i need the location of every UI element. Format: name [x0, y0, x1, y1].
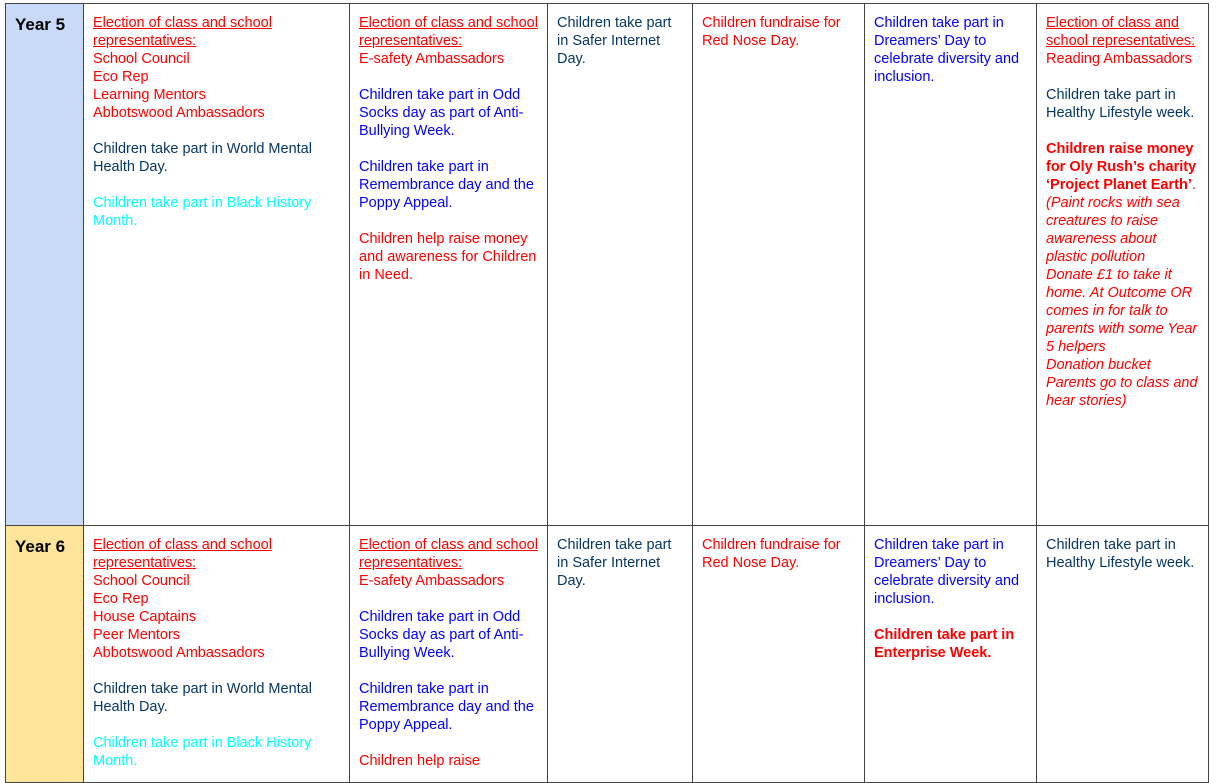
role-item: Abbotswood Ambassadors	[93, 645, 265, 661]
charity-note: Donate £1 to take it home. At Outcome OR comes in for talk to parents with some Year 5 helpers	[1046, 267, 1198, 355]
cell-esafety	[350, 4, 548, 526]
remembrance-text: Children take part in Remembrance day and the Poppy Appeal.	[359, 159, 534, 211]
cell-reading-charity	[1037, 4, 1209, 526]
role-item: Peer Mentors	[93, 627, 181, 643]
safer-internet-text: Children take part in Safer Internet Day.	[557, 15, 672, 67]
children-in-need-text: Children help raise	[359, 753, 480, 769]
role-item: Abbotswood Ambassadors	[93, 105, 265, 121]
cell-dreamers	[865, 526, 1037, 783]
dreamers-text: Children take part in Dreamers’ Day to celebrate diversity and inclusion.	[874, 537, 1020, 607]
election-heading: Election of class and school representatives:	[359, 15, 538, 49]
role-item: Eco Rep	[93, 591, 149, 607]
table-row-year-5	[6, 4, 1209, 526]
cell-dreamers	[865, 4, 1037, 526]
cell-red-nose	[693, 526, 865, 783]
odd-socks-text: Children take part in Odd Socks day as part of Anti-Bullying Week.	[359, 87, 524, 139]
year-label: Year 5	[6, 4, 84, 526]
dreamers-text: Children take part in Dreamers’ Day to celebrate diversity and inclusion.	[874, 15, 1020, 85]
cell-elections	[84, 4, 350, 526]
year-label: Year 6	[6, 526, 84, 783]
mental-health-text: Children take part in World Mental Health Day.	[93, 681, 312, 715]
remembrance-text: Children take part in Remembrance day and the Poppy Appeal.	[359, 681, 534, 733]
charity-note: Donation bucket	[1046, 357, 1151, 373]
table-row-year-6	[6, 526, 1209, 783]
enterprise-week-text: Children take part in Enterprise Week.	[874, 627, 1015, 661]
black-history-text: Children take part in Black History Month.	[93, 195, 312, 229]
red-nose-text: Children fundraise for Red Nose Day.	[702, 537, 841, 571]
role-item: Eco Rep	[93, 69, 149, 85]
election-heading: Election of class and school representatives:	[93, 537, 272, 571]
charity-note: (Paint rocks with sea creatures to raise awareness about plastic pollution	[1046, 195, 1180, 265]
role-item: Learning Mentors	[93, 87, 206, 103]
role-item: Reading Ambassadors	[1046, 51, 1192, 67]
healthy-lifestyle-text: Children take part in Healthy Lifestyle week.	[1046, 87, 1195, 121]
role-item: School Council	[93, 573, 190, 589]
role-item: E-safety Ambassadors	[359, 573, 505, 589]
cell-red-nose	[693, 4, 865, 526]
cell-safer-internet	[548, 526, 693, 783]
odd-socks-text: Children take part in Odd Socks day as part of Anti-Bullying Week.	[359, 609, 524, 661]
election-heading: Election of class and school representatives:	[93, 15, 272, 49]
red-nose-text: Children fundraise for Red Nose Day.	[702, 15, 841, 49]
role-item: School Council	[93, 51, 190, 67]
role-item: House Captains	[93, 609, 197, 625]
cell-elections	[84, 526, 350, 783]
black-history-text: Children take part in Black History Month.	[93, 735, 312, 769]
role-item: E-safety Ambassadors	[359, 51, 505, 67]
cell-safer-internet	[548, 4, 693, 526]
curriculum-table	[5, 3, 1209, 783]
charity-heading: Children raise money for Oly Rush’s charity ‘Project Planet Earth’	[1046, 141, 1197, 193]
cell-healthy-lifestyle	[1037, 526, 1209, 783]
children-in-need-text: Children help raise money and awareness for Children in Need.	[359, 231, 537, 283]
mental-health-text: Children take part in World Mental Health Day.	[93, 141, 312, 175]
cell-esafety	[350, 526, 548, 783]
healthy-lifestyle-text: Children take part in Healthy Lifestyle week.	[1046, 537, 1195, 571]
charity-period: .	[1191, 177, 1196, 193]
election-heading: Election of class and school representatives:	[1046, 15, 1196, 49]
election-heading: Election of class and school representatives:	[359, 537, 538, 571]
safer-internet-text: Children take part in Safer Internet Day.	[557, 537, 672, 589]
charity-note: Parents go to class and hear stories)	[1046, 375, 1198, 409]
